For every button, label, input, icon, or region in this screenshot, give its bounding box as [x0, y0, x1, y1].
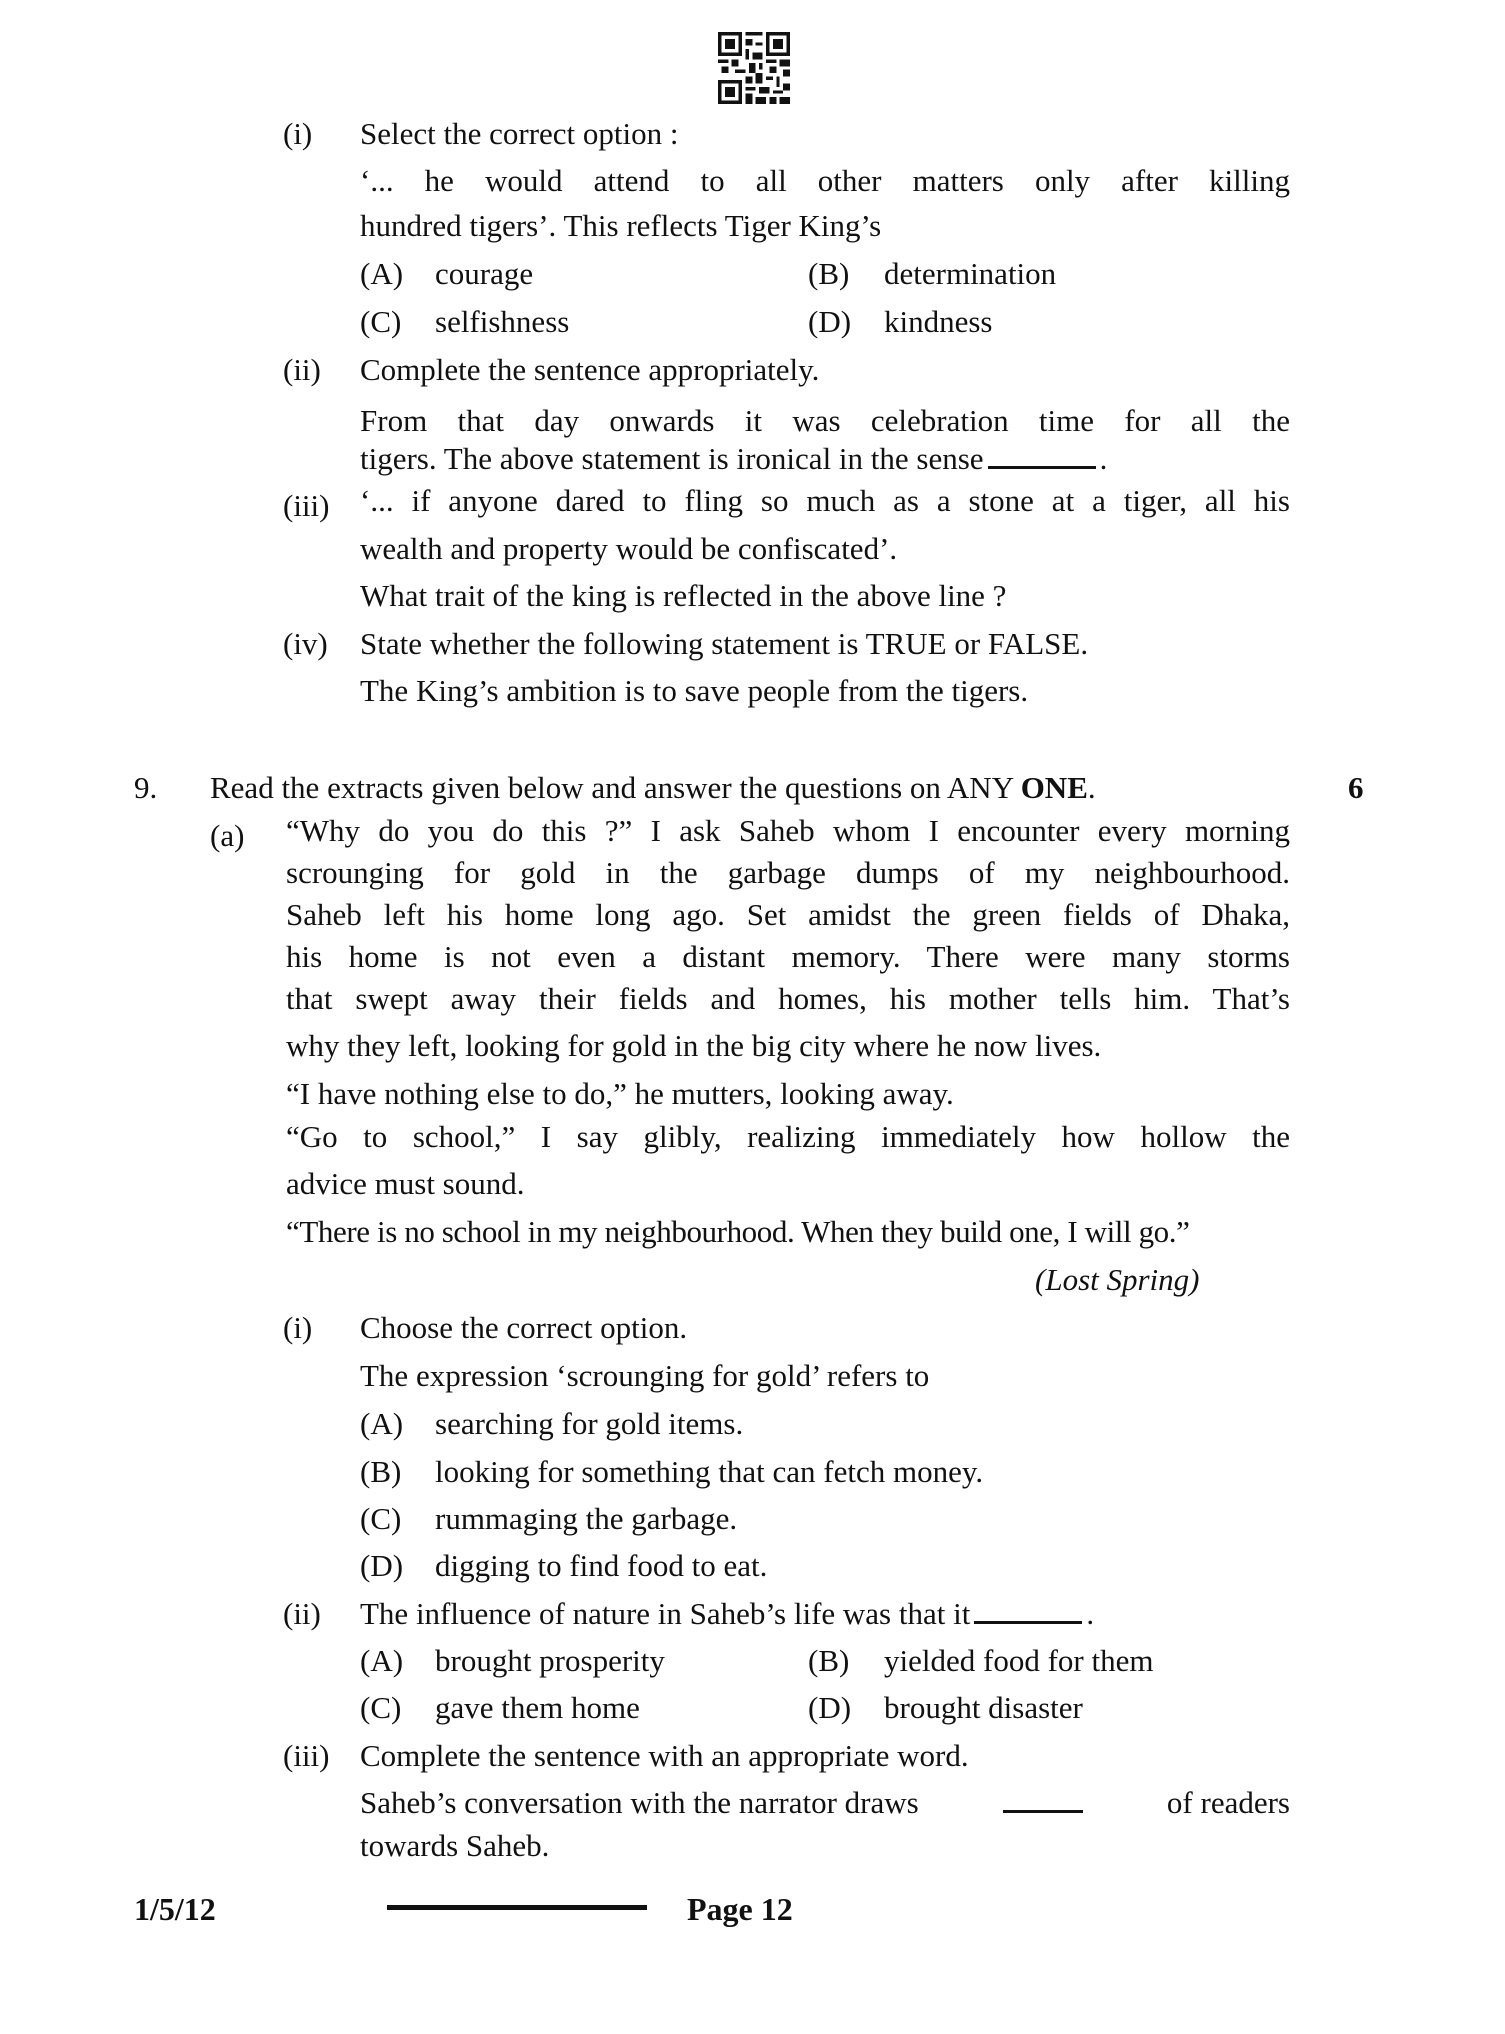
- q8-iii-question: What trait of the king is reflected in the above line ?: [360, 578, 1007, 613]
- q9-part-a-label: (a): [210, 818, 245, 853]
- q9-ii-option-b-text: yielded food for them: [884, 1643, 1154, 1678]
- q8-i-quote-line1: ‘... he would attend to all other matters only after killing: [360, 163, 1290, 198]
- q9-i-option-d-label: (D): [360, 1548, 404, 1583]
- q8-i-option-d-text: kindness: [884, 304, 993, 339]
- passage-line: “Why do you do this ?” I ask Saheb whom I encounter every morning: [286, 813, 1290, 848]
- q8-ii-number: (ii): [283, 352, 321, 387]
- q9-i-option-a-label: (A): [360, 1406, 404, 1441]
- q9-ii-option-b-label: (B): [808, 1643, 850, 1678]
- passage-line: Saheb left his home long ago. Set amidst the green fields of Dhaka,: [286, 897, 1290, 932]
- q8-i-option-c-text: selfishness: [435, 304, 570, 339]
- q9-ii-option-c-label: (C): [360, 1690, 402, 1725]
- passage-line: that swept away their fields and homes, his mother tells him. That’s: [286, 981, 1290, 1016]
- qr-code-icon: [718, 32, 790, 104]
- q9-marks: 6: [1348, 770, 1364, 805]
- passage-dialogue-2-line2: advice must sound.: [286, 1166, 525, 1201]
- q8-i-option-d-label: (D): [808, 304, 852, 339]
- q9-number: 9.: [134, 770, 158, 805]
- q8-i-option-a-text: courage: [435, 256, 534, 291]
- q9-ii-stem: The influence of nature in Saheb’s life was that it: [360, 1596, 971, 1631]
- footer-code: 1/5/12: [134, 1891, 216, 1927]
- q9-i-option-b-label: (B): [360, 1454, 402, 1489]
- q8-i-number: (i): [283, 116, 313, 151]
- q9-instruction-end: .: [1087, 770, 1096, 805]
- answer-blank: [974, 1621, 1082, 1624]
- q8-iv-instruction: State whether the following statement is TRUE or FALSE.: [360, 626, 1089, 661]
- q9-instruction-text: Read the extracts given below and answer the questions on ANY: [210, 770, 1021, 805]
- q9-ii-number: (ii): [283, 1596, 321, 1631]
- q9-ii-option-d-text: brought disaster: [884, 1690, 1083, 1725]
- q8-i-option-c-label: (C): [360, 304, 402, 339]
- q9-i-option-c-text: rummaging the garbage.: [435, 1501, 738, 1536]
- q8-i-quote-line2: hundred tigers’. This reflects Tiger King’s: [360, 208, 882, 243]
- q9-iii-line1: [360, 1787, 1290, 1818]
- q9-iii-instruction: Complete the sentence with an appropriate word.: [360, 1738, 969, 1773]
- q8-iii-line2: wealth and property would be confiscated’.: [360, 531, 898, 566]
- q9-iii-line1-post: of readers: [1166, 1785, 1290, 1820]
- q8-ii-instruction: Complete the sentence appropriately.: [360, 352, 820, 387]
- q8-iii-number: (iii): [283, 488, 330, 523]
- q8-ii-line2: tigers. The above statement is ironical in the sense: [360, 441, 984, 476]
- q8-ii-line1: From that day onwards it was celebration time for all the: [360, 403, 1290, 438]
- q9-i-option-c-label: (C): [360, 1501, 402, 1536]
- q9-ii-option-a-label: (A): [360, 1643, 404, 1678]
- q9-instruction: [210, 772, 1096, 803]
- passage-dialogue-1: “I have nothing else to do,” he mutters, looking away.: [286, 1076, 954, 1111]
- q8-i-option-a-label: (A): [360, 256, 404, 291]
- answer-blank: [988, 466, 1096, 469]
- q9-i-instruction: Choose the correct option.: [360, 1310, 688, 1345]
- q8-iv-number: (iv): [283, 626, 328, 661]
- q9-ii-stem-wrap: [360, 1598, 1094, 1629]
- q8-i-option-b-text: determination: [884, 256, 1057, 291]
- passage-dialogue-3: “There is no school in my neighbourhood. When they build one, I will go.”: [286, 1214, 1190, 1249]
- q9-i-option-a-text: searching for gold items.: [435, 1406, 744, 1441]
- q9-ii-option-c-text: gave them home: [435, 1690, 640, 1725]
- q9-i-option-d-text: digging to find food to eat.: [435, 1548, 768, 1583]
- q9-ii-stem-end: .: [1086, 1596, 1095, 1631]
- footer-divider: [387, 1905, 647, 1910]
- q9-iii-line2: towards Saheb.: [360, 1828, 550, 1863]
- q8-iii-line1: ‘... if anyone dared to fling so much as a stone at a tiger, all his: [360, 483, 1290, 518]
- q9-ii-option-a-text: brought prosperity: [435, 1643, 665, 1678]
- q9-instruction-emphasis: ONE: [1020, 770, 1088, 805]
- passage-line: scrounging for gold in the garbage dumps of my neighbourhood.: [286, 855, 1290, 890]
- q9-iii-line1-pre: Saheb’s conversation with the narrator draws: [360, 1785, 919, 1820]
- q9-i-number: (i): [283, 1310, 313, 1345]
- passage-dialogue-2-line1: “Go to school,” I say glibly, realizing immediately how hollow the: [286, 1119, 1290, 1154]
- q8-ii-line2-end: .: [1099, 441, 1108, 476]
- q8-ii-line2-wrap: [360, 443, 1107, 474]
- passage-line: why they left, looking for gold in the big city where he now lives.: [286, 1028, 1102, 1063]
- q8-i-option-b-label: (B): [808, 256, 850, 291]
- q8-iv-statement: The King’s ambition is to save people from the tigers.: [360, 673, 1029, 708]
- q9-i-stem: The expression ‘scrounging for gold’ refers to: [360, 1358, 930, 1393]
- passage-line: his home is not even a distant memory. There were many storms: [286, 939, 1290, 974]
- q9-i-option-b-text: looking for something that can fetch money.: [435, 1454, 984, 1489]
- q8-i-instruction: Select the correct option :: [360, 116, 679, 151]
- q9-ii-option-d-label: (D): [808, 1690, 852, 1725]
- footer-page-number: Page 12: [687, 1891, 793, 1927]
- q9-iii-number: (iii): [283, 1738, 330, 1773]
- passage-source: (Lost Spring): [1035, 1262, 1200, 1297]
- answer-blank: [1003, 1810, 1083, 1813]
